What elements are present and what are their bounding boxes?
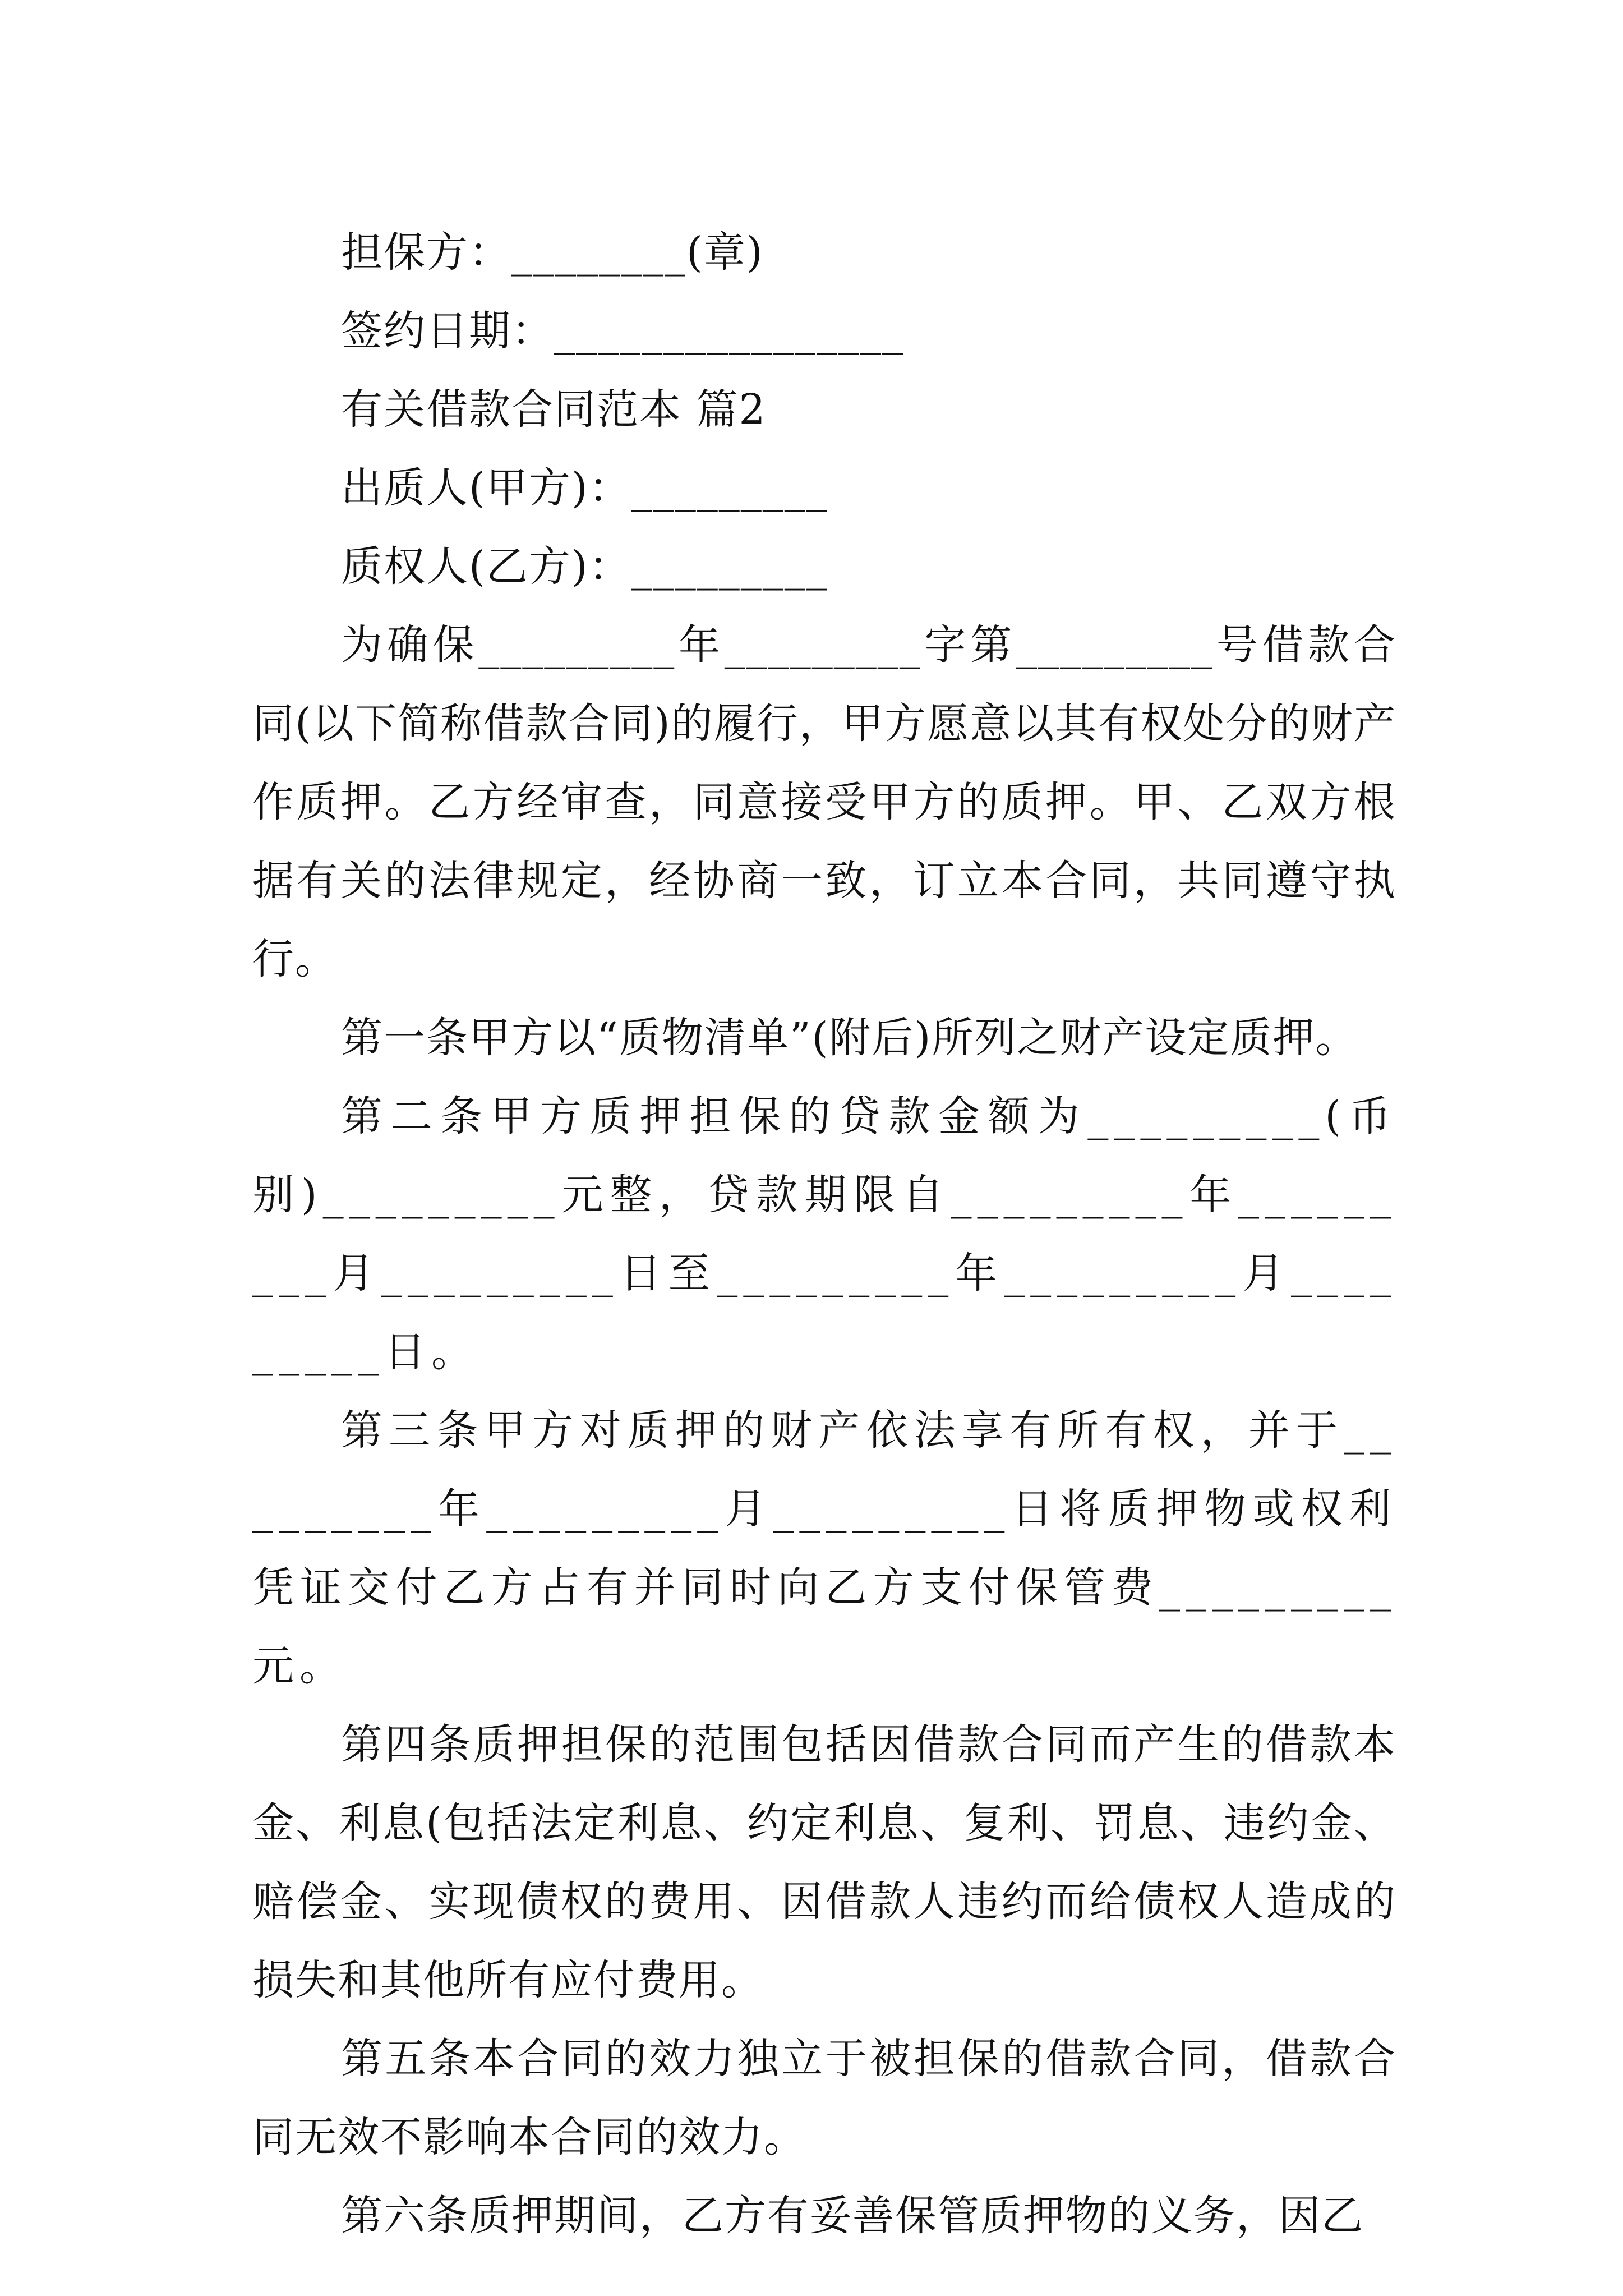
preamble-paragraph: 为确保_________年_________字第_________号借款合同(以下简称借款合同)的履行，甲方愿意以其有权处分的财产作质押。乙方经审查，同意接受甲方的质押。甲、乙双方根据有关的法律规定，经协商一致，订立本合同，共同遵守执行。 [252, 621, 1396, 983]
article-1-paragraph: 第一条甲方以“质物清单”(附后)所列之财产设定质押。 [341, 1014, 1358, 1062]
article-4-paragraph: 第四条质押担保的范围包括因借款合同而产生的借款本金、利息(包括法定利息、约定利息、复利、罚息、违约金、赔偿金、实现债权的费用、因借款人违约而给债权人造成的损失和其他所有应付费用。 [252, 1720, 1396, 2004]
signing-date-line: 签约日期：________________ [341, 307, 904, 355]
pledgee-line: 质权人(乙方)：_________ [341, 542, 828, 591]
guarantor-line: 担保方：________(章) [341, 228, 764, 277]
pledgor-line: 出质人(甲方)：_________ [341, 464, 828, 512]
document-body [252, 213, 1396, 2255]
article-6-paragraph: 第六条质押期间，乙方有妥善保管质押物的义务，因乙 [341, 2192, 1364, 2240]
article-2-paragraph: 第二条甲方质押担保的贷款金额为_________(币别)_________元整，贷款期限自_________年_________月_________日至_________年_________月_________日。 [252, 1092, 1396, 1376]
article-5-paragraph: 第五条本合同的效力独立于被担保的借款合同，借款合同无效不影响本合同的效力。 [252, 2035, 1396, 2161]
article-3-paragraph: 第三条甲方对质押的财产依法享有所有权，并于_________年_________月_________日将质押物或权利凭证交付乙方占有并同时向乙方支付保管费_________元。 [252, 1406, 1396, 1690]
section-title: 有关借款合同范本 篇2 [341, 385, 767, 434]
